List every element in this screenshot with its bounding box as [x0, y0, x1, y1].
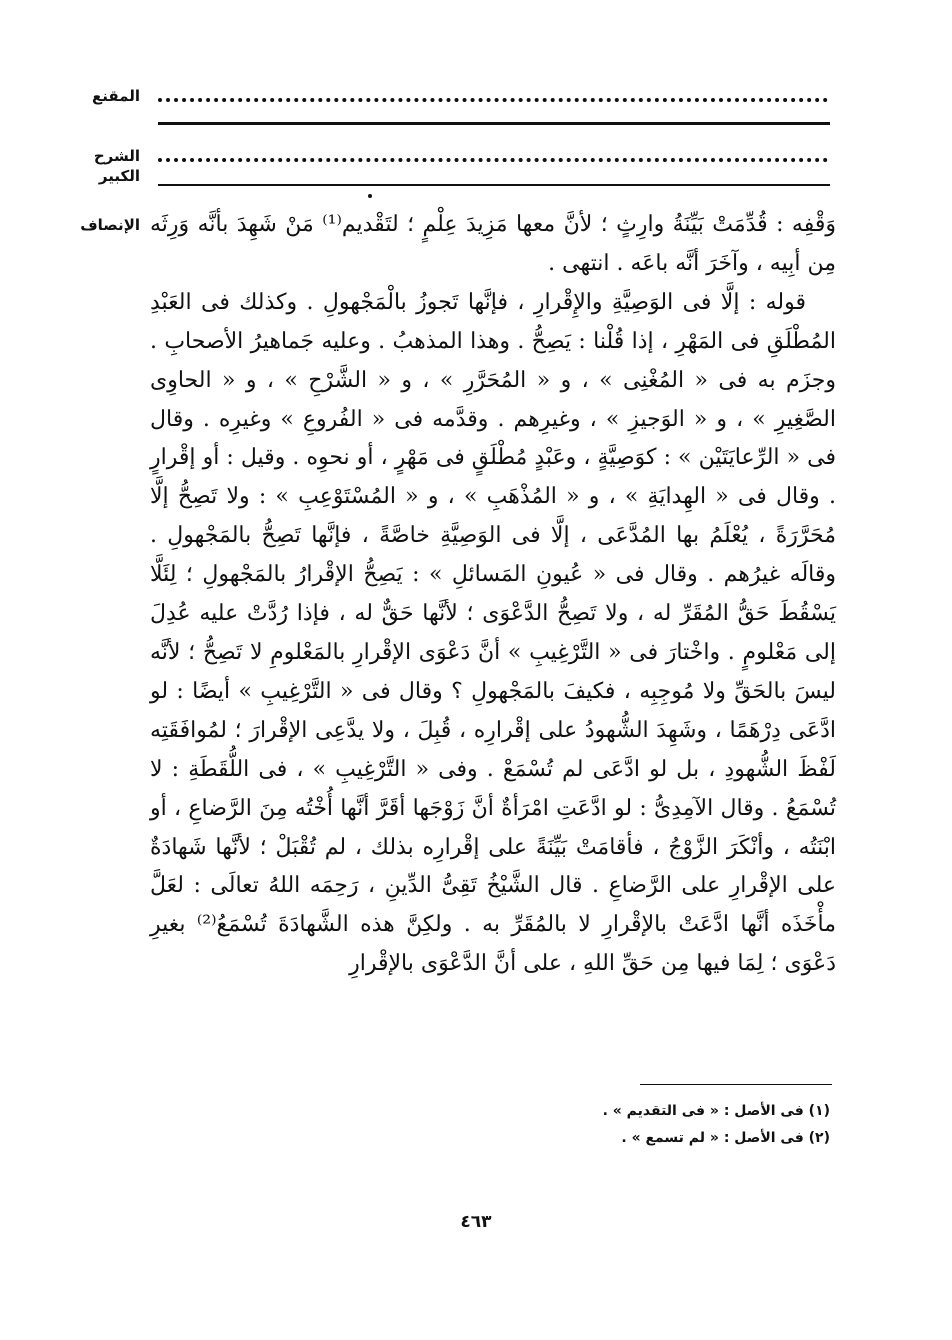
- label-sharh-kabir: الشرح الكبير: [93, 147, 140, 185]
- label-muqni: المقنع: [92, 87, 140, 105]
- footnote-separator: [640, 1084, 832, 1085]
- footnotes: [500, 1098, 830, 1152]
- label-insaf: الإنصاف: [80, 216, 140, 234]
- paragraph-qawluhu: قوله : إلَّا فى الوَصِيَّةِ والإِقْرارِ ، فإنَّها تَجوزُ بالْمَجْهولِ . وكذلك فى العَبْدِ المُطْلَقِ فى المَهْرِ ، إذا قُلْنا : يَصِحُّ . وهذا المذهبُ . وعليه جَماهيرُ الأصحابِ . وجزَم به فى « المُغْنِى » ، و « المُحَرَّرِ » ، و « الشَّرْحِ » ، و « الحاوِى الصَّغِيرِ » ، و « الوَجيزِ » ، وغيرِهم . وقدَّمه فى « الفُروعِ » وغيرِه . وقال فى « الرِّعايَتَيْن » : كوَصِيَّةٍ ، وعَبْدٍ مُطْلَقٍ فى مَهْرٍ ، أو نحوِه . وقيل : أو إقْرارٍ . وقال فى « الهِدايَةِ » ، و « المُذْهَبِ » ، و « المُسْتَوْعِبِ » : ولا تَصِحُّ إلَّا مُحَرَّرَةً ، يُعْلَمُ بها المُدَّعَى ، إلَّا فى الوَصِيَّةِ خاصَّةً ، فإنَّها تَصِحُّ بالمَجْهولِ . وقالَه غيرُهم . وقال فى « عُيونِ المَسائلِ » : يَصِحُّ الإقْرارُ بالمَجْهولِ ؛ لِئَلَّا يَسْقُطَ حَقُّ المُقَرِّ له ، ولا تَصِحُّ الدَّعْوَى ؛ لأنَّها حَقٌّ له ، فإذا رُدَّتْ عليه عُدِلَ إلى مَعْلومٍ . واخْتارَ فى « التَّرْغِيبِ » أنَّ دَعْوَى الإقْرارِ بالمَعْلومِ لا تَصِحُّ ؛ لأنَّه ليسَ بالحَقِّ ولا مُوجِبِه ، فكيفَ بالمَجْهولِ ؟ وقال فى « التَّرْغِيبِ » أيضًا : لو ادَّعَى دِرْهَمًا ، وشَهِدَ الشُّهودُ على إقْرارِه ، قُبِلَ ، ولا يدَّعِى الإقْرارَ ؛ لمُوافَقَتِه لَفْظَ الشُّهودِ ، بل لو ادَّعَى لم تُسْمَعْ . وفى « التَّرْغِيبِ » ، فى اللُّقَطَةِ : لا تُسْمَعُ . وقال الآمِدِىُّ : لو ادَّعَتِ امْرَأةٌ أنَّ زَوْجَها أقَرَّ أنَّها أُخْتُه مِنَ الرَّضاعِ ، أو ابْنَتُه ، وأنْكَرَ الزَّوْجُ ، فأقامَتْ بَيِّنَةً على إقْرارِه بذلك ، لم تُقْبَلْ ؛ لأنَّها شَهادَةٌ على الإقْرارِ على الرَّضاعِ . قال الشَّيْخُ تَقِىُّ الدِّينِ ، رَحِمَه اللهُ تعالَى : لعَلَّ مأْخَذَه أنَّها ادَّعَتْ بالإقْرارِ لا بالمُقَرِّ به . ولكِنَّ هذه الشَّهادَةَ تُسْمَعُ⁽²⁾ بغيرِ دَعْوَى ؛ لِمَا فيها مِن حَقِّ اللهِ ، على أنَّ الدَّعْوَى بالإقْرارِ: [150, 289, 836, 977]
- paragraph-continuation: وَقْفِه : قُدِّمَتْ بَيِّنَةُ وارِثٍ ؛ لأنَّ معها مَزِيدَ عِلْمٍ ؛ لتَقْديم⁽¹⁾ مَنْ شَهِدَ بأنَّه وَرِثَه مِن أبِيه ، وآخَرَ أنَّه باعَه . انتهى .: [150, 212, 836, 276]
- header-rule-upper: [158, 122, 830, 125]
- main-text: [150, 206, 836, 984]
- header-rule-lower: [158, 184, 830, 186]
- muqni-dotted-line: [158, 98, 828, 102]
- sharh-dotted-line: [158, 158, 828, 162]
- page-number: ٤٦٣: [460, 1212, 492, 1232]
- footnote-2: (٢) فى الأصل : « لم تسمع » .: [621, 1130, 830, 1146]
- ornament-dot: [368, 194, 372, 198]
- footnote-1: (١) فى الأصل : « فى التقديم » .: [602, 1103, 830, 1119]
